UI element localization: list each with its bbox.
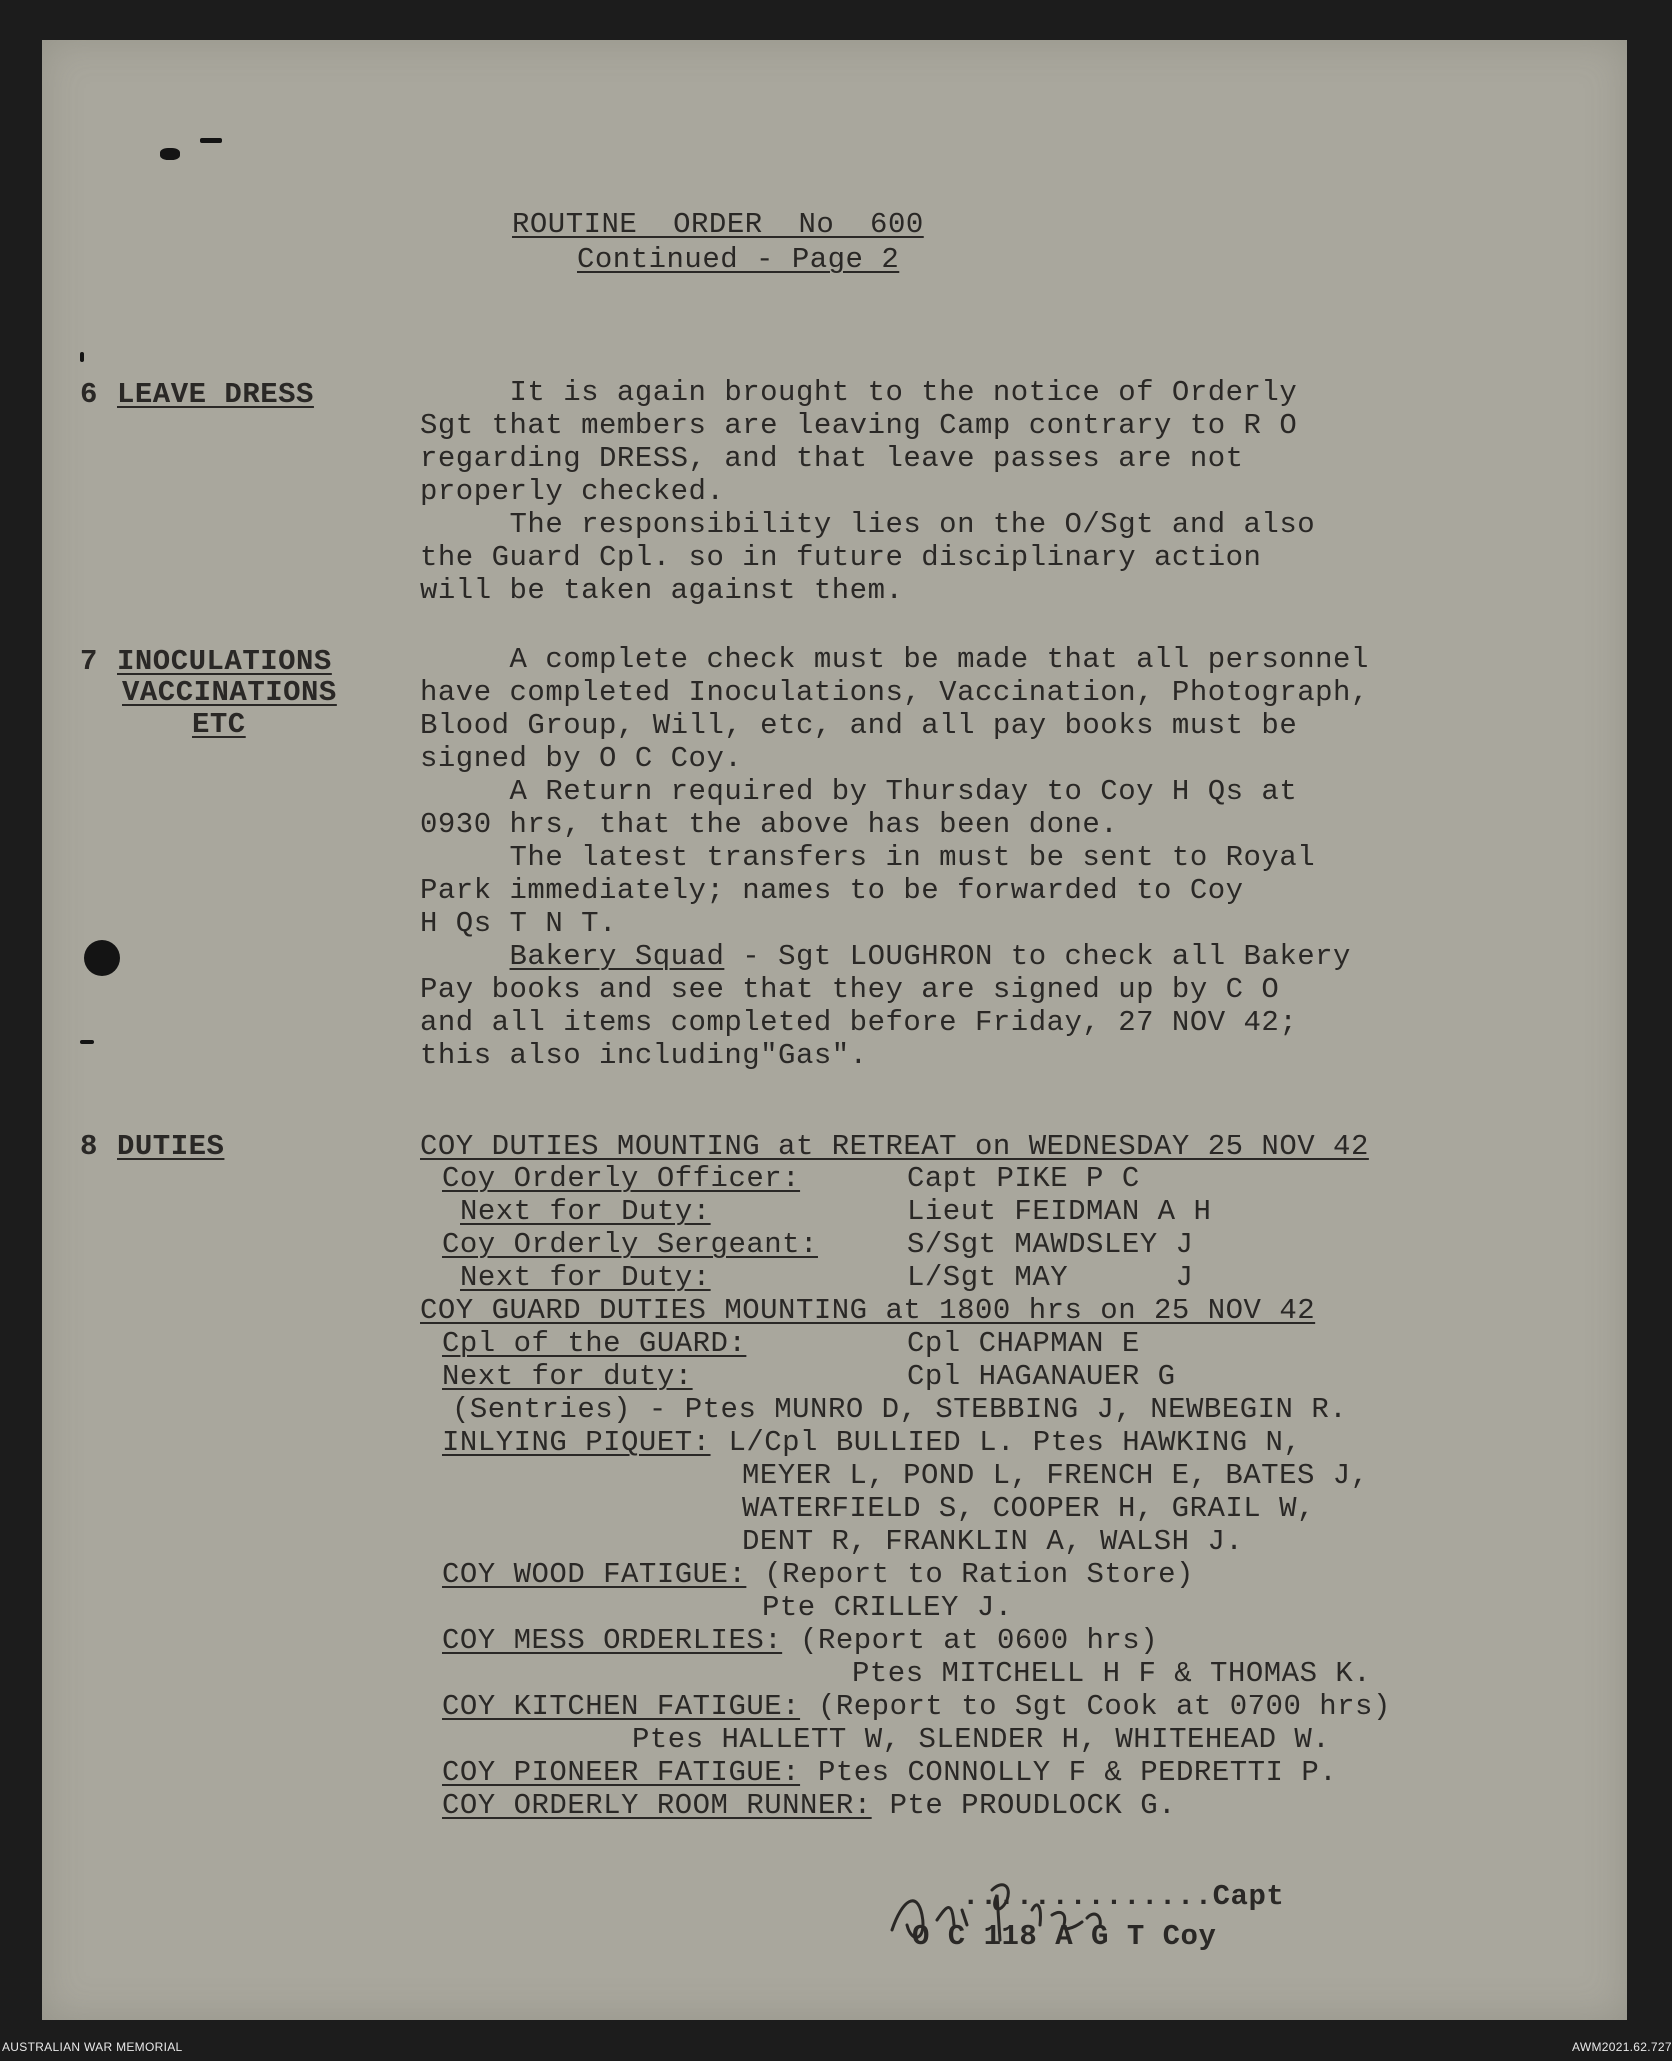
body-line: Park immediately; names to be forwarded to Coy <box>420 874 1244 907</box>
piquet-line: WATERFIELD S, COOPER H, GRAIL W, <box>742 1492 1315 1525</box>
page-subtitle: Continued - Page 2 <box>577 243 900 276</box>
body-line: will be taken against them. <box>420 574 904 607</box>
piquet-line <box>442 1426 1301 1459</box>
wood-fatigue-line <box>442 1558 1194 1591</box>
mess-orderlies-name: Ptes MITCHELL H F & THOMAS K. <box>852 1657 1372 1690</box>
body-line: H Qs T N T. <box>420 907 617 940</box>
body-line: It is again brought to the notice of Orderly <box>420 376 1298 409</box>
section-7-heading-1: INOCULATIONS <box>117 645 332 678</box>
orderly-officer-value: Capt PIKE P C <box>907 1162 1140 1195</box>
body-line: Blood Group, Will, etc, and all pay books must be <box>420 709 1298 742</box>
cpl-guard-label: Cpl of the GUARD: <box>442 1327 747 1360</box>
body-line: and all items completed before Friday, 27 NOV 42; <box>420 1006 1298 1039</box>
body-line: have completed Inoculations, Vaccination, Photograph, <box>420 676 1369 709</box>
orderly-sergeant-value: S/Sgt MAWDSLEY J <box>907 1228 1194 1261</box>
bakery-line <box>420 940 1369 973</box>
kitchen-fatigue-name: Ptes HALLETT W, SLENDER H, WHITEHEAD W. <box>632 1723 1331 1756</box>
body-line: signed by O C Coy. <box>420 742 743 775</box>
room-runner-note: Pte PROUDLOCK G. <box>871 1789 1177 1822</box>
wood-fatigue-name: Pte CRILLEY J. <box>762 1591 1013 1624</box>
kitchen-fatigue-note: (Report to Sgt Cook at 0700 hrs) <box>800 1690 1391 1723</box>
section-7-number: 7 <box>80 645 98 678</box>
piquet-line: MEYER L, POND L, FRENCH E, BATES J, <box>742 1459 1369 1492</box>
guard-duties-title: COY GUARD DUTIES MOUNTING at 1800 hrs on 25 NOV 42 <box>420 1294 1316 1327</box>
signature-unit: O C 118 A G T Coy <box>912 1920 1217 1953</box>
orderly-sergeant-label: Coy Orderly Sergeant: <box>442 1228 818 1261</box>
footer-left: AUSTRALIAN WAR MEMORIAL <box>2 2040 183 2054</box>
body-line: 0930 hrs, that the above has been done. <box>420 808 1119 841</box>
wood-fatigue-note: (Report to Ration Store) <box>746 1558 1194 1591</box>
body-line: the Guard Cpl. so in future disciplinary action <box>420 541 1262 574</box>
bakery-text: - Sgt LOUGHRON to check all Bakery <box>724 940 1351 973</box>
body-line: this also including"Gas". <box>420 1039 868 1072</box>
section-6-body <box>420 376 1315 607</box>
body-line: The latest transfers in must be sent to Royal <box>420 841 1316 874</box>
section-7-heading-3: ETC <box>192 708 246 741</box>
kitchen-fatigue-line <box>442 1690 1391 1723</box>
body-line: A complete check must be made that all personnel <box>420 643 1369 676</box>
ink-mark <box>160 148 180 160</box>
mess-orderlies-line <box>442 1624 1158 1657</box>
ink-mark <box>200 138 222 143</box>
body-line: Pay books and see that they are signed up by C O <box>420 973 1280 1006</box>
body-line: Sgt that members are leaving Camp contrary to R O <box>420 409 1298 442</box>
cpl-guard-value: Cpl CHAPMAN E <box>907 1327 1140 1360</box>
signature-dots-rank: ..............Capt <box>962 1880 1285 1913</box>
piquet-label: INLYING PIQUET: <box>442 1426 711 1459</box>
bakery-squad-label: Bakery Squad <box>509 940 725 973</box>
piquet-line: DENT R, FRANKLIN A, WALSH J. <box>742 1525 1244 1558</box>
piquet-text: L/Cpl BULLIED L. Ptes HAWKING N, <box>710 1426 1302 1459</box>
body-line: regarding DRESS, and that leave passes are not <box>420 442 1244 475</box>
punch-hole <box>84 940 120 976</box>
sentries-line: (Sentries) - Ptes MUNRO D, STEBBING J, NEWBEGIN R. <box>452 1393 1348 1426</box>
ink-mark <box>80 352 84 362</box>
next-officer-value: Lieut FEIDMAN A H <box>907 1195 1212 1228</box>
footer-right: AWM2021.62.727 <box>1572 2040 1672 2054</box>
section-6-heading: LEAVE DRESS <box>117 378 314 411</box>
pioneer-fatigue-note: Ptes CONNOLLY F & PEDRETTI P. <box>800 1756 1338 1789</box>
document-page <box>42 40 1627 2020</box>
page-title: ROUTINE ORDER No 600 <box>512 208 924 241</box>
orderly-officer-label: Coy Orderly Officer: <box>442 1162 801 1195</box>
pioneer-fatigue-line <box>442 1756 1337 1789</box>
kitchen-fatigue-label: COY KITCHEN FATIGUE: <box>442 1690 801 1723</box>
next-sergeant-value: L/Sgt MAY J <box>907 1261 1194 1294</box>
section-8-number: 8 <box>80 1130 98 1163</box>
pioneer-fatigue-label: COY PIONEER FATIGUE: <box>442 1756 801 1789</box>
section-6-number: 6 <box>80 378 98 411</box>
mess-orderlies-label: COY MESS ORDERLIES: <box>442 1624 783 1657</box>
wood-fatigue-label: COY WOOD FATIGUE: <box>442 1558 747 1591</box>
coy-duties-title: COY DUTIES MOUNTING at RETREAT on WEDNESDAY 25 NOV 42 <box>420 1130 1369 1163</box>
ink-mark <box>80 1040 94 1044</box>
section-8-heading: DUTIES <box>117 1130 225 1163</box>
section-7-body <box>420 643 1369 1072</box>
next-officer-label: Next for Duty: <box>460 1195 711 1228</box>
body-line: A Return required by Thursday to Coy H Qs at <box>420 775 1298 808</box>
next-sergeant-label: Next for Duty: <box>460 1261 711 1294</box>
body-line: The responsibility lies on the O/Sgt and also <box>420 508 1316 541</box>
next-guard-label: Next for duty: <box>442 1360 693 1393</box>
room-runner-label: COY ORDERLY ROOM RUNNER: <box>442 1789 872 1822</box>
body-line: properly checked. <box>420 475 725 508</box>
room-runner-line <box>442 1789 1176 1822</box>
mess-orderlies-note: (Report at 0600 hrs) <box>782 1624 1159 1657</box>
section-7-heading-2: VACCINATIONS <box>122 676 337 709</box>
next-guard-value: Cpl HAGANAUER G <box>907 1360 1176 1393</box>
